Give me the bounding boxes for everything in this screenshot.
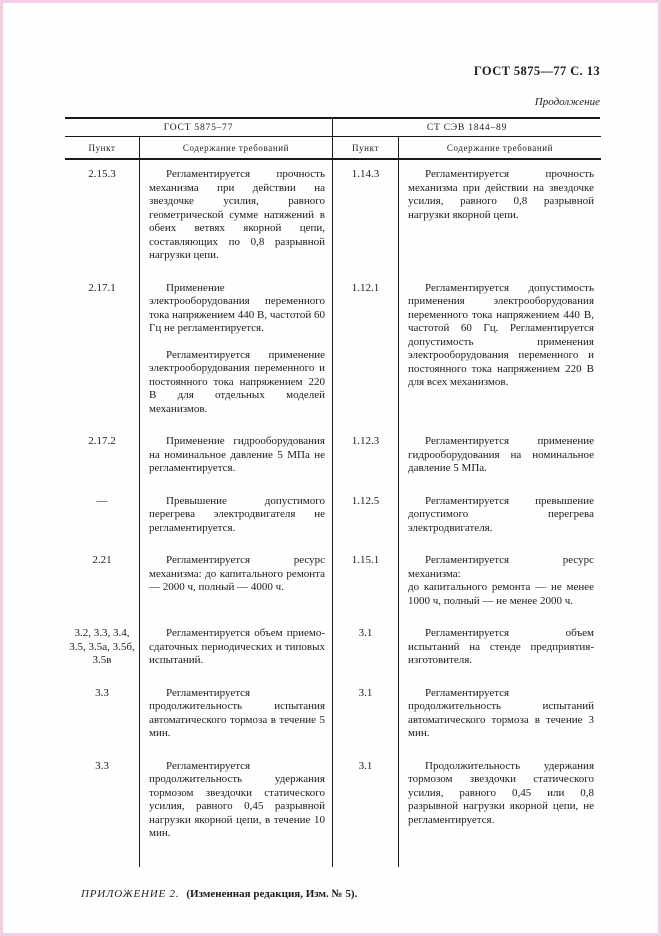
punkt-cell-left: 2.17.1: [65, 274, 140, 428]
requirement-cell-right: [399, 679, 601, 752]
requirement-cell-right: [399, 274, 601, 428]
punkt-cell-left: 2.15.3: [65, 160, 140, 274]
punkt-cell-left: —: [65, 487, 140, 547]
appendix-revision: (Измененная редакция, Изм. № 5).: [186, 887, 358, 900]
page-header: ГОСТ 5875—77 С. 13: [473, 64, 600, 78]
standards-comparison-table: [65, 117, 600, 867]
column-header-requirements-left: Содержание требований: [140, 137, 333, 160]
requirement-cell-left: [140, 619, 333, 679]
punkt-cell-left: 3.3: [65, 679, 140, 752]
requirement-cell-right: [399, 427, 601, 487]
punkt-cell-right: 3.1: [333, 752, 399, 867]
requirement-paragraph: Применение гидрооборудования на номинальное давление 5 МПа не регламентируется.: [149, 435, 325, 474]
requirement-paragraph: Регламентируется превышение допустимого перегрева электродвигателя.: [408, 494, 594, 534]
requirement-cell-right: [399, 487, 601, 547]
requirement-cell-left: [140, 274, 333, 428]
requirement-paragraph: Регламентируется прочность механизма при действии на звездочке усилия, равного геометрической сумме натяжений в обеих ветвях якорной цепи, составляющих по 0,8 разрывной нагрузки цепи.: [149, 168, 325, 261]
requirement-paragraph: Регламентируется применение гидрооборудования на номинальное давление 5 МПа.: [408, 435, 594, 474]
punkt-cell-left: 3.3: [65, 752, 140, 867]
punkt-cell-right: 1.15.1: [333, 546, 399, 619]
requirement-paragraph: Продолжительность удержания тормозом звездочки статического усилия, равного 0,45 или 0,8 разрывной нагрузки якорной цепи, не регламентируется.: [408, 759, 594, 826]
requirement-paragraph: Регламентируется ресурс механизма: до капитального ремонта — 2000 ч, полный — 4000 ч.: [149, 554, 325, 593]
punkt-cell-left: 2.21: [65, 546, 140, 619]
requirement-paragraph: Регламентируется объем приемо-сдаточных периодических и типовых испытаний.: [149, 627, 325, 666]
requirement-cell-right: [399, 546, 601, 619]
column-header-punkt-right: Пункт: [333, 137, 399, 160]
appendix-note: [65, 888, 600, 900]
group-header-st-sev: СТ СЭВ 1844–89: [333, 119, 601, 137]
requirement-paragraph: Регламентируется ресурс механизма:: [408, 554, 594, 580]
punkt-cell-right: 1.14.3: [333, 160, 399, 274]
punkt-cell-right: 3.1: [333, 679, 399, 752]
requirement-cell-left: [140, 427, 333, 487]
requirement-paragraph: Регламентируется продолжительность испытания автоматического тормоза в течение 5 мин.: [149, 686, 325, 739]
requirement-paragraph: Превышение допустимого перегрева электродвигателя не регламентируется.: [149, 494, 325, 534]
continuation-label: Продолжение: [534, 96, 600, 108]
punkt-cell-left: 3.2, 3.3, 3.4, 3.5, 3.5а, 3.5б, 3.5в: [65, 619, 140, 679]
requirement-paragraph: Регламентируется прочность механизма при действии на звездочке усилия, равного 0,8 разрывной нагрузки якорной цепи.: [408, 168, 594, 221]
requirement-paragraph: Регламентируется продолжительность удержания тормозом звездочки статического усилия, равного 0,45 разрывной нагрузки якорной цепи, в течение 10 мин.: [149, 759, 325, 839]
column-header-punkt-left: Пункт: [65, 137, 140, 160]
requirement-cell-left: [140, 679, 333, 752]
column-header-requirements-right: Содержание требований: [399, 137, 601, 160]
requirement-cell-right: [399, 752, 601, 867]
requirement-paragraph: Регламентируется объем испытаний на стенде предприятия-изготовителя.: [408, 627, 594, 666]
punkt-cell-right: 1.12.5: [333, 487, 399, 547]
requirement-cell-left: [140, 487, 333, 547]
group-header-gost: ГОСТ 5875–77: [65, 119, 333, 137]
requirement-paragraph: Регламентируется продолжительность испытаний автоматического тормоза в течение 3 мин.: [408, 686, 594, 739]
punkt-cell-right: 1.12.1: [333, 274, 399, 428]
punkt-cell-left: 2.17.2: [65, 427, 140, 487]
requirement-paragraph: Регламентируется применение электрооборудования переменного и постоянного тока напряжением 220 В для отдельных моделей механизмов.: [149, 348, 325, 415]
requirement-paragraph: Применение электрооборудования переменного тока напряжением 440 В, частотой 60 Гц не регламентируется.: [149, 281, 325, 334]
appendix-label: ПРИЛОЖЕНИЕ 2.: [81, 887, 180, 900]
requirement-cell-left: [140, 160, 333, 274]
requirement-cell-right: [399, 619, 601, 679]
punkt-cell-right: 1.12.3: [333, 427, 399, 487]
requirement-cell-left: [140, 752, 333, 867]
punkt-cell-right: 3.1: [333, 619, 399, 679]
requirement-cell-right: [399, 160, 601, 274]
requirement-paragraph: до капитального ремонта — не менее 1000 ч, полный — не менее 2000 ч.: [408, 581, 594, 607]
requirement-paragraph: Регламентируется допустимость применения электрооборудования переменного тока напряжением 440 В, частотой 60 Гц. Регламентируется допустимость применения электрооборудования переменного и постоянного тока напряжением 220 В для всех механизмов.: [408, 281, 594, 388]
requirement-cell-left: [140, 546, 333, 619]
